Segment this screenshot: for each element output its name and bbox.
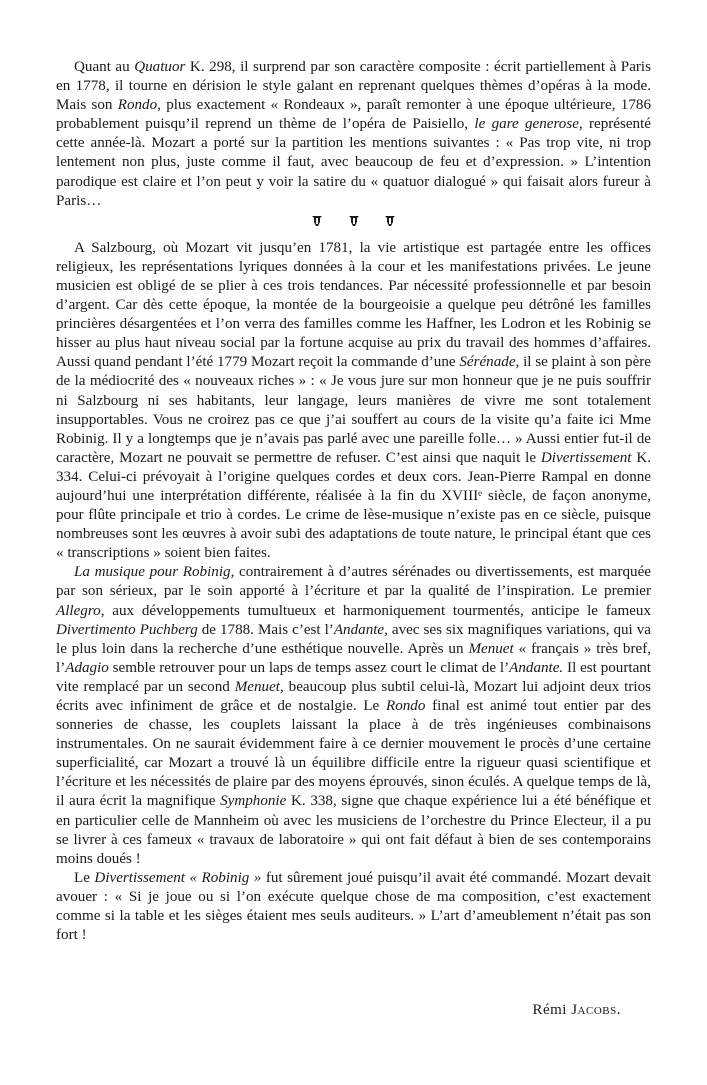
paragraph-quatuor (56, 58, 651, 211)
paragraph-robinig (56, 563, 651, 869)
author-signature (532, 1002, 621, 1019)
italic-title: Andante, (333, 621, 388, 638)
text-run: aux développements tumultueux et harmoniquement tourmentés, anticipe le fameux (104, 602, 651, 619)
author-last-name: Jacobs. (571, 1002, 621, 1018)
text-run: « français » très bref, l’ (56, 640, 652, 676)
fleuron-icon (348, 215, 360, 227)
text-run: contrairement à d’autres sérénades ou divertissements, est marquée par son sérieux, par le soin apporté à l’écriture et par la qualité de l’inspiration. Le premier (56, 564, 651, 600)
text-run: final est animé tout entier par des sonneries de chasse, les couplets laissant la place à de très ingénieuses combinaisons instrumentales. On ne saurait évidemment faire à ce dernier mouvement le procès d’une certaine superficialité, car Mozart a trouvé là un équilibre difficile entre la rigueur quasi scientifique et l’écriture et les nécessités de plaire par des moyens éprouvés, sinon éculés. A quelque temps de là, il aura écrit la magnifique (56, 698, 651, 810)
text-run: plus exactement « Rondeaux », paraît remonter à une époque ultérieure, 1786 probablement puisqu’il reprend un thème de l’opéra de Paisiello, (56, 97, 651, 133)
italic-title: Rondo, (117, 97, 161, 114)
italic-title: Divertissement (540, 449, 632, 466)
text-run: K. 334. Celui-ci prévoyait à l’origine quelques cordes et deux cors. Jean-Pierre Rampal en donne aujourd’hui une interprétation différente, réalisée à la fin du XVIIIᵉ siècle, de façon anonyme, pour flûte principale et trio à cordes. Le crime de lèse-musique n’existe pas en ce siècle, puisque nombreuses sont les œuvres à avoir subi des adaptations de toute nature, le principal étant que ces « transcriptions » soient bien faites. (56, 449, 651, 562)
paragraph-salzbourg (56, 239, 651, 564)
italic-title: Menuet, (234, 678, 284, 695)
italic-title: Rondo (385, 698, 426, 714)
italic-title: Symphonie (220, 793, 287, 810)
italic-title: Quatuor (134, 59, 186, 75)
paragraph-conclusion (56, 869, 651, 945)
fleuron-icon (384, 215, 396, 227)
text-run: K. 298, il surprend par son caractère composite : écrit partiellement à Paris en 1778, il tourne en dérision le style galant en reprenant quelques thèmes d’opéras à la mode. Mais son (56, 59, 651, 114)
text-run: K. 338, signe que chaque expérience lui a été bénéfique et en particulier celle de Mannheim où avec les musiciens de l’orchestre du Prince Electeur, il a pu se livrer à ces fameux « travaux de laboratoire » qui ont fait défaut à bien de ses contemporains moins doués ! (56, 793, 652, 867)
text-run: avec ses six magnifiques variations, qui va le plus loin dans la recherche d’une esthétique nouvelle. Après un (56, 621, 651, 657)
fleuron-icon (311, 215, 323, 227)
author-first-name: Rémi (532, 1002, 567, 1018)
text-run: Quant au (74, 59, 135, 75)
italic-title: Allegro, (56, 602, 105, 619)
italic-title: Andante. (509, 659, 564, 676)
italic-title: Divertissement « Robinig » (94, 869, 262, 886)
italic-title: Sérénade, (459, 354, 520, 371)
text-run: il se plaint à son père de la médiocrité des « nouveaux riches » : « Je vous jure sur mon honneur que je ne puis souffrir ni Salzbourg ni ses habitants, leur langage, leurs manières de vivre me sont totalement insupportables. Vous ne croirez pas ce que j’ai souffert au cours de la visite qu’a faite ici Mme Robinig. Il y a longtemps que je n’avais pas parlé avec une pareille folle… » Aussi entier fut-il de caractère, Mozart ne pouvait se permettre de refuser. C’est ainsi que naquit le (56, 354, 651, 466)
text-run: représenté cette année-là. Mozart a porté sur la partition les mentions suivantes : « Pas trop vite, ni trop lentement non plus, juste comme il faut, avec beaucoup de feu et d’expression. » L’intention parodique est claire et l’on peut y voir la satire du « quatuor dialogué » qui faisait alors fureur à Paris… (56, 116, 651, 209)
text-run: beaucoup plus subtil celui-là, Mozart lui adjoint deux trios écrits avec infiniment de grâce et de nostalgie. Le (56, 678, 651, 714)
italic-title: Divertimento Puchberg (56, 621, 198, 638)
text-run: semble retrouver pour un laps de temps assez court le climat de l’ (108, 659, 510, 676)
text-run: A Salzbourg, où Mozart vit jusqu’en 1781, la vie artistique est partagée entre les offices religieux, les représentations lyriques données à la cour et les manifestations privées. Le jeune musicien est obligé de se plier à ces trois tendances. Par nécessité professionnelle et par besoin d’argent. Car dès cette époque, la montée de la bourgeoisie a quelque peu détrôné les familles princières désargentées et l’on verra des familles comme les Haffner, les Lodron et les Robinig se hisser au plus haut niveau social par la fortune acquise au prix du travail des hommes d’affaires. Aussi quand pendant l’été 1779 Mozart reçoit la commande d’une (56, 239, 651, 371)
italic-title: Adagio (65, 659, 109, 676)
ornament-separator (56, 215, 651, 229)
italic-title: Menuet (468, 640, 514, 657)
text-run: Il est pourtant vite remplacé par un second (56, 659, 652, 695)
italic-title: le gare generose, (474, 116, 583, 133)
text-run: de 1788. Mais c’est l’ (197, 621, 334, 638)
italic-title: La musique pour Robinig, (74, 564, 235, 581)
text-run: Le (74, 869, 95, 886)
text-run: fut sûrement joué puisqu’il avait été commandé. Mozart devait avouer : « Si je joue ou si l’on exécute quelque chose de ma composition, c’est exactement comme si la table et les sièges étaient mes seuls auditeurs. » L’art d’ameublement n’était pas son fort ! (56, 869, 651, 944)
